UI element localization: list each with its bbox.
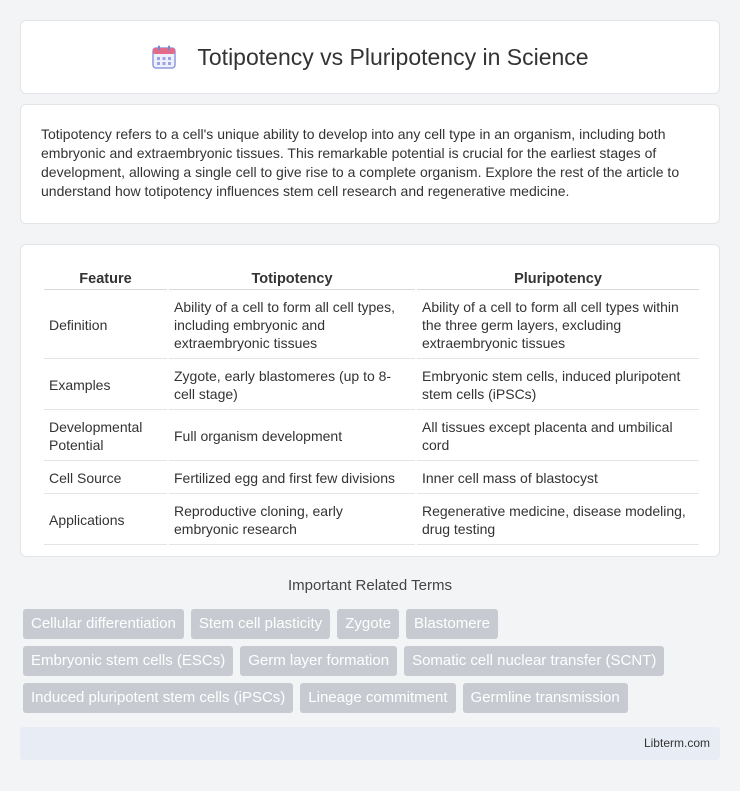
column-header-pluripotency: Pluripotency: [417, 267, 699, 290]
related-terms-list: [23, 609, 713, 720]
term-tag[interactable]: Germ layer formation: [240, 646, 397, 676]
table-cell: Zygote, early blastomeres (up to 8-cell stage): [169, 361, 415, 410]
table-cell: Inner cell mass of blastocyst: [417, 463, 699, 494]
term-tag[interactable]: Cellular differentiation: [23, 609, 184, 639]
intro-card: [20, 104, 720, 224]
related-terms-title: Important Related Terms: [288, 577, 452, 594]
comparison-table: [42, 265, 701, 547]
table-cell: Ability of a cell to form all cell types, including embryonic and extraembryonic tissues: [169, 292, 415, 359]
page-title: Totipotency vs Pluripotency in Science: [197, 43, 589, 70]
table-cell: Cell Source: [44, 463, 167, 494]
table-cell: Definition: [44, 292, 167, 359]
table-row: [44, 361, 699, 410]
table-cell: Full organism development: [169, 412, 415, 461]
comparison-card: [20, 244, 720, 557]
term-tag[interactable]: Stem cell plasticity: [191, 609, 330, 639]
term-tag[interactable]: Induced pluripotent stem cells (iPSCs): [23, 683, 293, 713]
term-tag[interactable]: Blastomere: [406, 609, 498, 639]
term-tag[interactable]: Embryonic stem cells (ESCs): [23, 646, 233, 676]
table-row: [44, 496, 699, 545]
table-row: [44, 412, 699, 461]
table-cell: All tissues except placenta and umbilical cord: [417, 412, 699, 461]
table-cell: Reproductive cloning, early embryonic research: [169, 496, 415, 545]
table-cell: Developmental Potential: [44, 412, 167, 461]
header-card: [20, 20, 720, 94]
term-tag[interactable]: Lineage commitment: [300, 683, 455, 713]
table-row: [44, 292, 699, 359]
footer: [20, 727, 720, 760]
table-cell: Applications: [44, 496, 167, 545]
term-tag[interactable]: Somatic cell nuclear transfer (SCNT): [404, 646, 664, 676]
column-header-totipotency: Totipotency: [169, 267, 415, 290]
footer-site-link[interactable]: Libterm.com: [643, 736, 710, 750]
column-header-feature: Feature: [44, 267, 167, 290]
calendar-icon: [151, 44, 177, 70]
table-cell: Regenerative medicine, disease modeling, drug testing: [417, 496, 699, 545]
table-row: [44, 463, 699, 494]
term-tag[interactable]: Zygote: [337, 609, 399, 639]
table-cell: Fertilized egg and first few divisions: [169, 463, 415, 494]
table-cell: Embryonic stem cells, induced pluripotent stem cells (iPSCs): [417, 361, 699, 410]
term-tag[interactable]: Germline transmission: [463, 683, 628, 713]
intro-text: Totipotency refers to a cell's unique ability to develop into any cell type in an organism, including both embryonic and extraembryonic tissues. This remarkable potential is crucial for the earliest stages of development, allowing a single cell to give rise to a complete organism. Explore the rest of the article to understand how totipotency influences stem cell research and regenerative medicine.: [41, 126, 680, 199]
table-cell: Examples: [44, 361, 167, 410]
table-cell: Ability of a cell to form all cell types within the three germ layers, excluding extraembryonic tissues: [417, 292, 699, 359]
table-header-row: [44, 267, 699, 290]
